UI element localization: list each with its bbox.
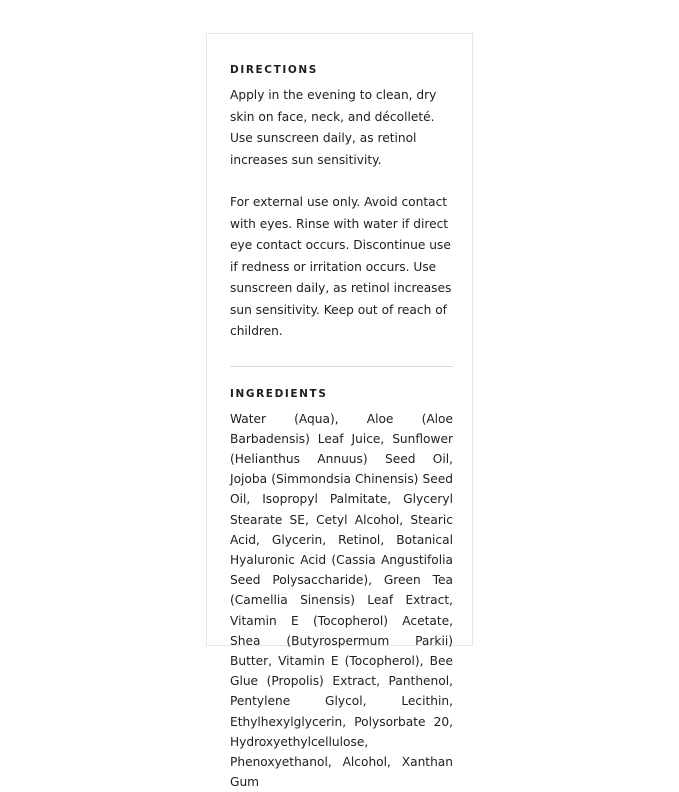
directions-paragraph-2: For external use only. Avoid contact with eyes. Rinse with water if direct eye contact occurs. Discontinue use if redness or irritation occurs. Use sunscreen daily, as retinol increases sun sensitivity. Keep out of reach of children. xyxy=(230,192,453,343)
section-divider xyxy=(230,366,453,367)
paragraph-spacer xyxy=(230,171,453,192)
directions-heading: DIRECTIONS xyxy=(230,64,453,76)
label-card xyxy=(206,33,473,646)
ingredients-heading: INGREDIENTS xyxy=(230,388,453,400)
directions-section xyxy=(230,64,453,343)
ingredients-section xyxy=(230,388,453,792)
label-content xyxy=(230,64,453,792)
directions-paragraph-1: Apply in the evening to clean, dry skin on face, neck, and décolleté. Use sunscreen daily, as retinol increases sun sensitivity. xyxy=(230,85,453,171)
ingredients-list: Water (Aqua), Aloe (Aloe Barbadensis) Leaf Juice, Sunflower (Helianthus Annuus) Seed Oil, Jojoba (Simmondsia Chinensis) Seed Oil, Isopropyl Palmitate, Glyceryl Stearate SE, Cetyl Alcohol, Stearic Acid, Glycerin, Retinol, Botanical Hyaluronic Acid (Cassia Angustifolia Seed Polysaccharide), Green Tea (Camellia Sinensis) Leaf Extract, Vitamin E (Tocopherol) Acetate, Shea (Butyrospermum Parkii) Butter, Vitamin E (Tocopherol), Bee Glue (Propolis) Extract, Panthenol, Pentylene Glycol, Lecithin, Ethylhexylglycerin, Polysorbate 20, Hydroxyethylcellulose, Phenoxyethanol, Alcohol, Xanthan Gum xyxy=(230,409,453,792)
